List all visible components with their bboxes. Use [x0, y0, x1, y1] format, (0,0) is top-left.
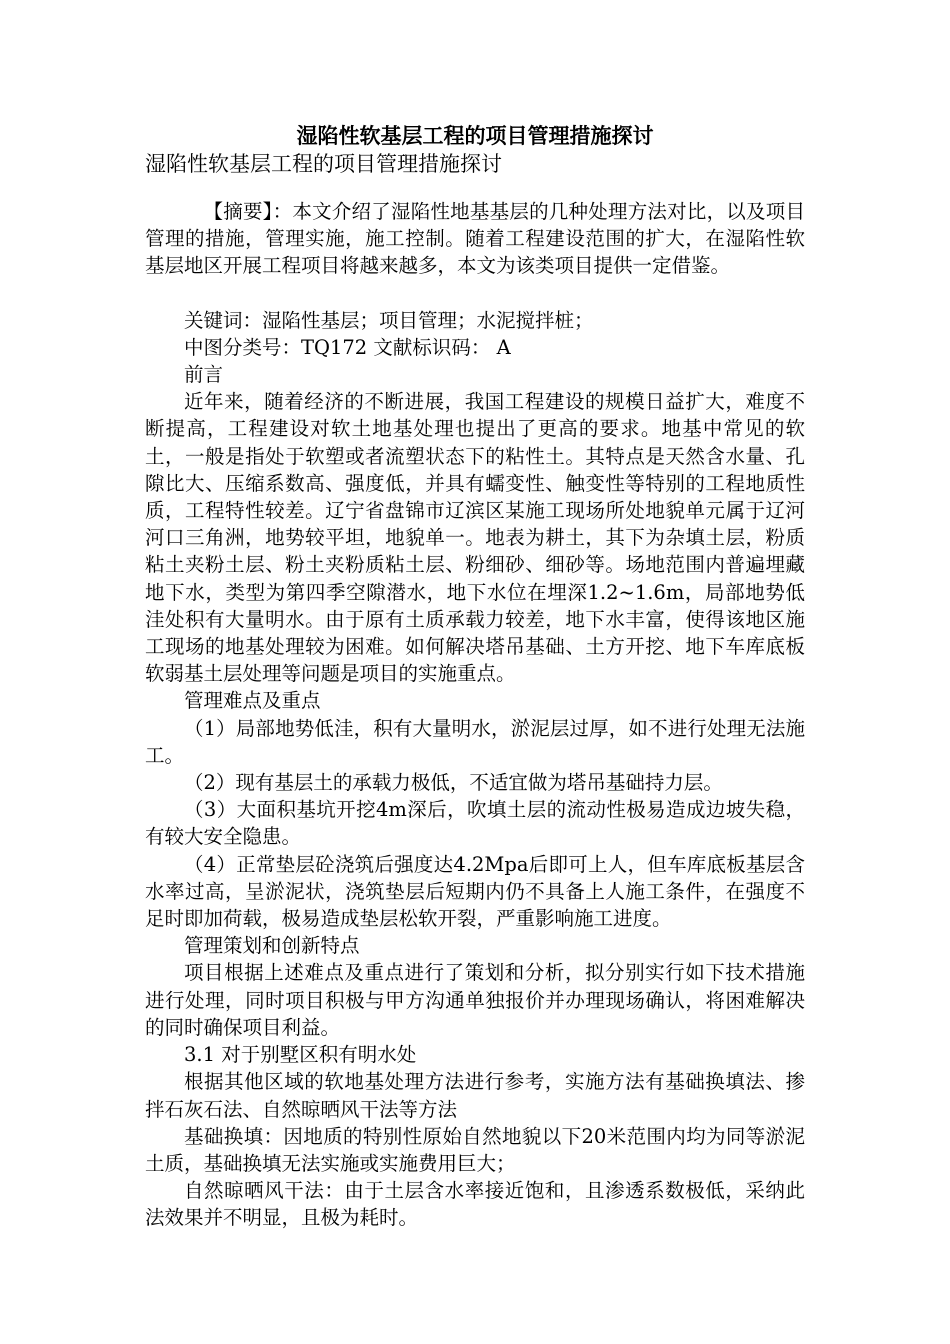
- paragraph-gap: [145, 280, 805, 307]
- difficulty-item: （4）正常垫层砼浇筑后强度达4.2Mpa后即可上人，但车库底板基层含水率过高，呈淤泥状，浇筑垫层后短期内仍不具备上人施工条件，在强度不足时即加荷载，极易造成垫层松软开裂，严重影响施工进度。: [145, 852, 805, 931]
- document-subtitle: 湿陷性软基层工程的项目管理措施探讨: [145, 152, 502, 176]
- classification-line: 中图分类号：TQ172 文献标识码： A: [184, 335, 511, 359]
- difficulty-item: （1）局部地势低洼，积有大量明水，淤泥层过厚，如不进行处理无法施工。: [145, 716, 805, 767]
- section-3-1-paragraph: 根据其他区域的软地基处理方法进行参考，实施方法有基础换填法、掺拌石灰石法、自然晾晒风干法等方法: [145, 1070, 805, 1121]
- section-heading-3-1: 3.1 对于别墅区积有明水处: [184, 1043, 417, 1067]
- planning-paragraph: 项目根据上述难点及重点进行了策划和分析，拟分别实行如下技术措施进行处理，同时项目积极与甲方沟通单独报价并办理现场确认，将困难解决的同时确保项目利益。: [145, 961, 805, 1039]
- difficulty-item: （3）大面积基坑开挖4m深后，吹填土层的流动性极易造成边坡失稳，有较大安全隐患。: [145, 798, 805, 849]
- preface-paragraph: 近年来，随着经济的不断进展，我国工程建设的规模日益扩大，难度不断提高，工程建设对软土地基处理也提出了更高的要求。地基中常见的软土，一般是指处于软塑或者流塑状态下的粘性土。其特点是天然含水量、孔隙比大、压缩系数高、强度低，并具有蠕变性、触变性等特别的工程地质性质，工程特性较差。辽宁省盘锦市辽滨区某施工现场所处地貌单元属于辽河河口三角洲，地势较平坦，地貌单一。地表为耕土，其下为杂填土层，粉质粘土夹粉土层、粉土夹粉质粘土层、粉细砂、细砂等。场地范围内普遍埋藏地下水，类型为第四季空隙潜水，地下水位在埋深1.2~1.6m，局部地势低洼处积有大量明水。由于原有土质承载力较差，地下水丰富，使得该地区施工现场的地基处理较为困难。如何解决塔吊基础、土方开挖、地下车库底板软弱基土层处理等问题是项目的实施重点。: [145, 390, 805, 686]
- section-heading-preface: 前言: [184, 363, 224, 387]
- drying-paragraph: 自然晾晒风干法：由于土层含水率接近饱和，且渗透系数极低，采纳此法效果并不明显，且极为耗时。: [145, 1179, 805, 1230]
- document-title: 湿陷性软基层工程的项目管理措施探讨: [296, 123, 654, 148]
- keywords-line: 关键词：湿陷性基层；项目管理；水泥搅拌桩；: [184, 308, 594, 332]
- section-heading-difficulties: 管理难点及重点: [184, 689, 321, 713]
- abstract-paragraph: 【摘要】：本文介绍了湿陷性地基基层的几种处理方法对比，以及项目管理的措施，管理实施，施工控制。随着工程建设范围的扩大，在湿陷性软基层地区开展工程项目将越来越多，本文为该类项目提供一定借鉴。: [145, 200, 805, 278]
- replacement-paragraph: 基础换填：因地质的特别性原始自然地貌以下20米范围内均为同等淤泥土质，基础换填无法实施或实施费用巨大；: [145, 1124, 805, 1175]
- section-heading-planning: 管理策划和创新特点: [184, 934, 360, 958]
- document-body: [145, 198, 805, 1232]
- difficulty-item: （2）现有基层土的承载力极低，不适宜做为塔吊基础持力层。: [184, 771, 723, 795]
